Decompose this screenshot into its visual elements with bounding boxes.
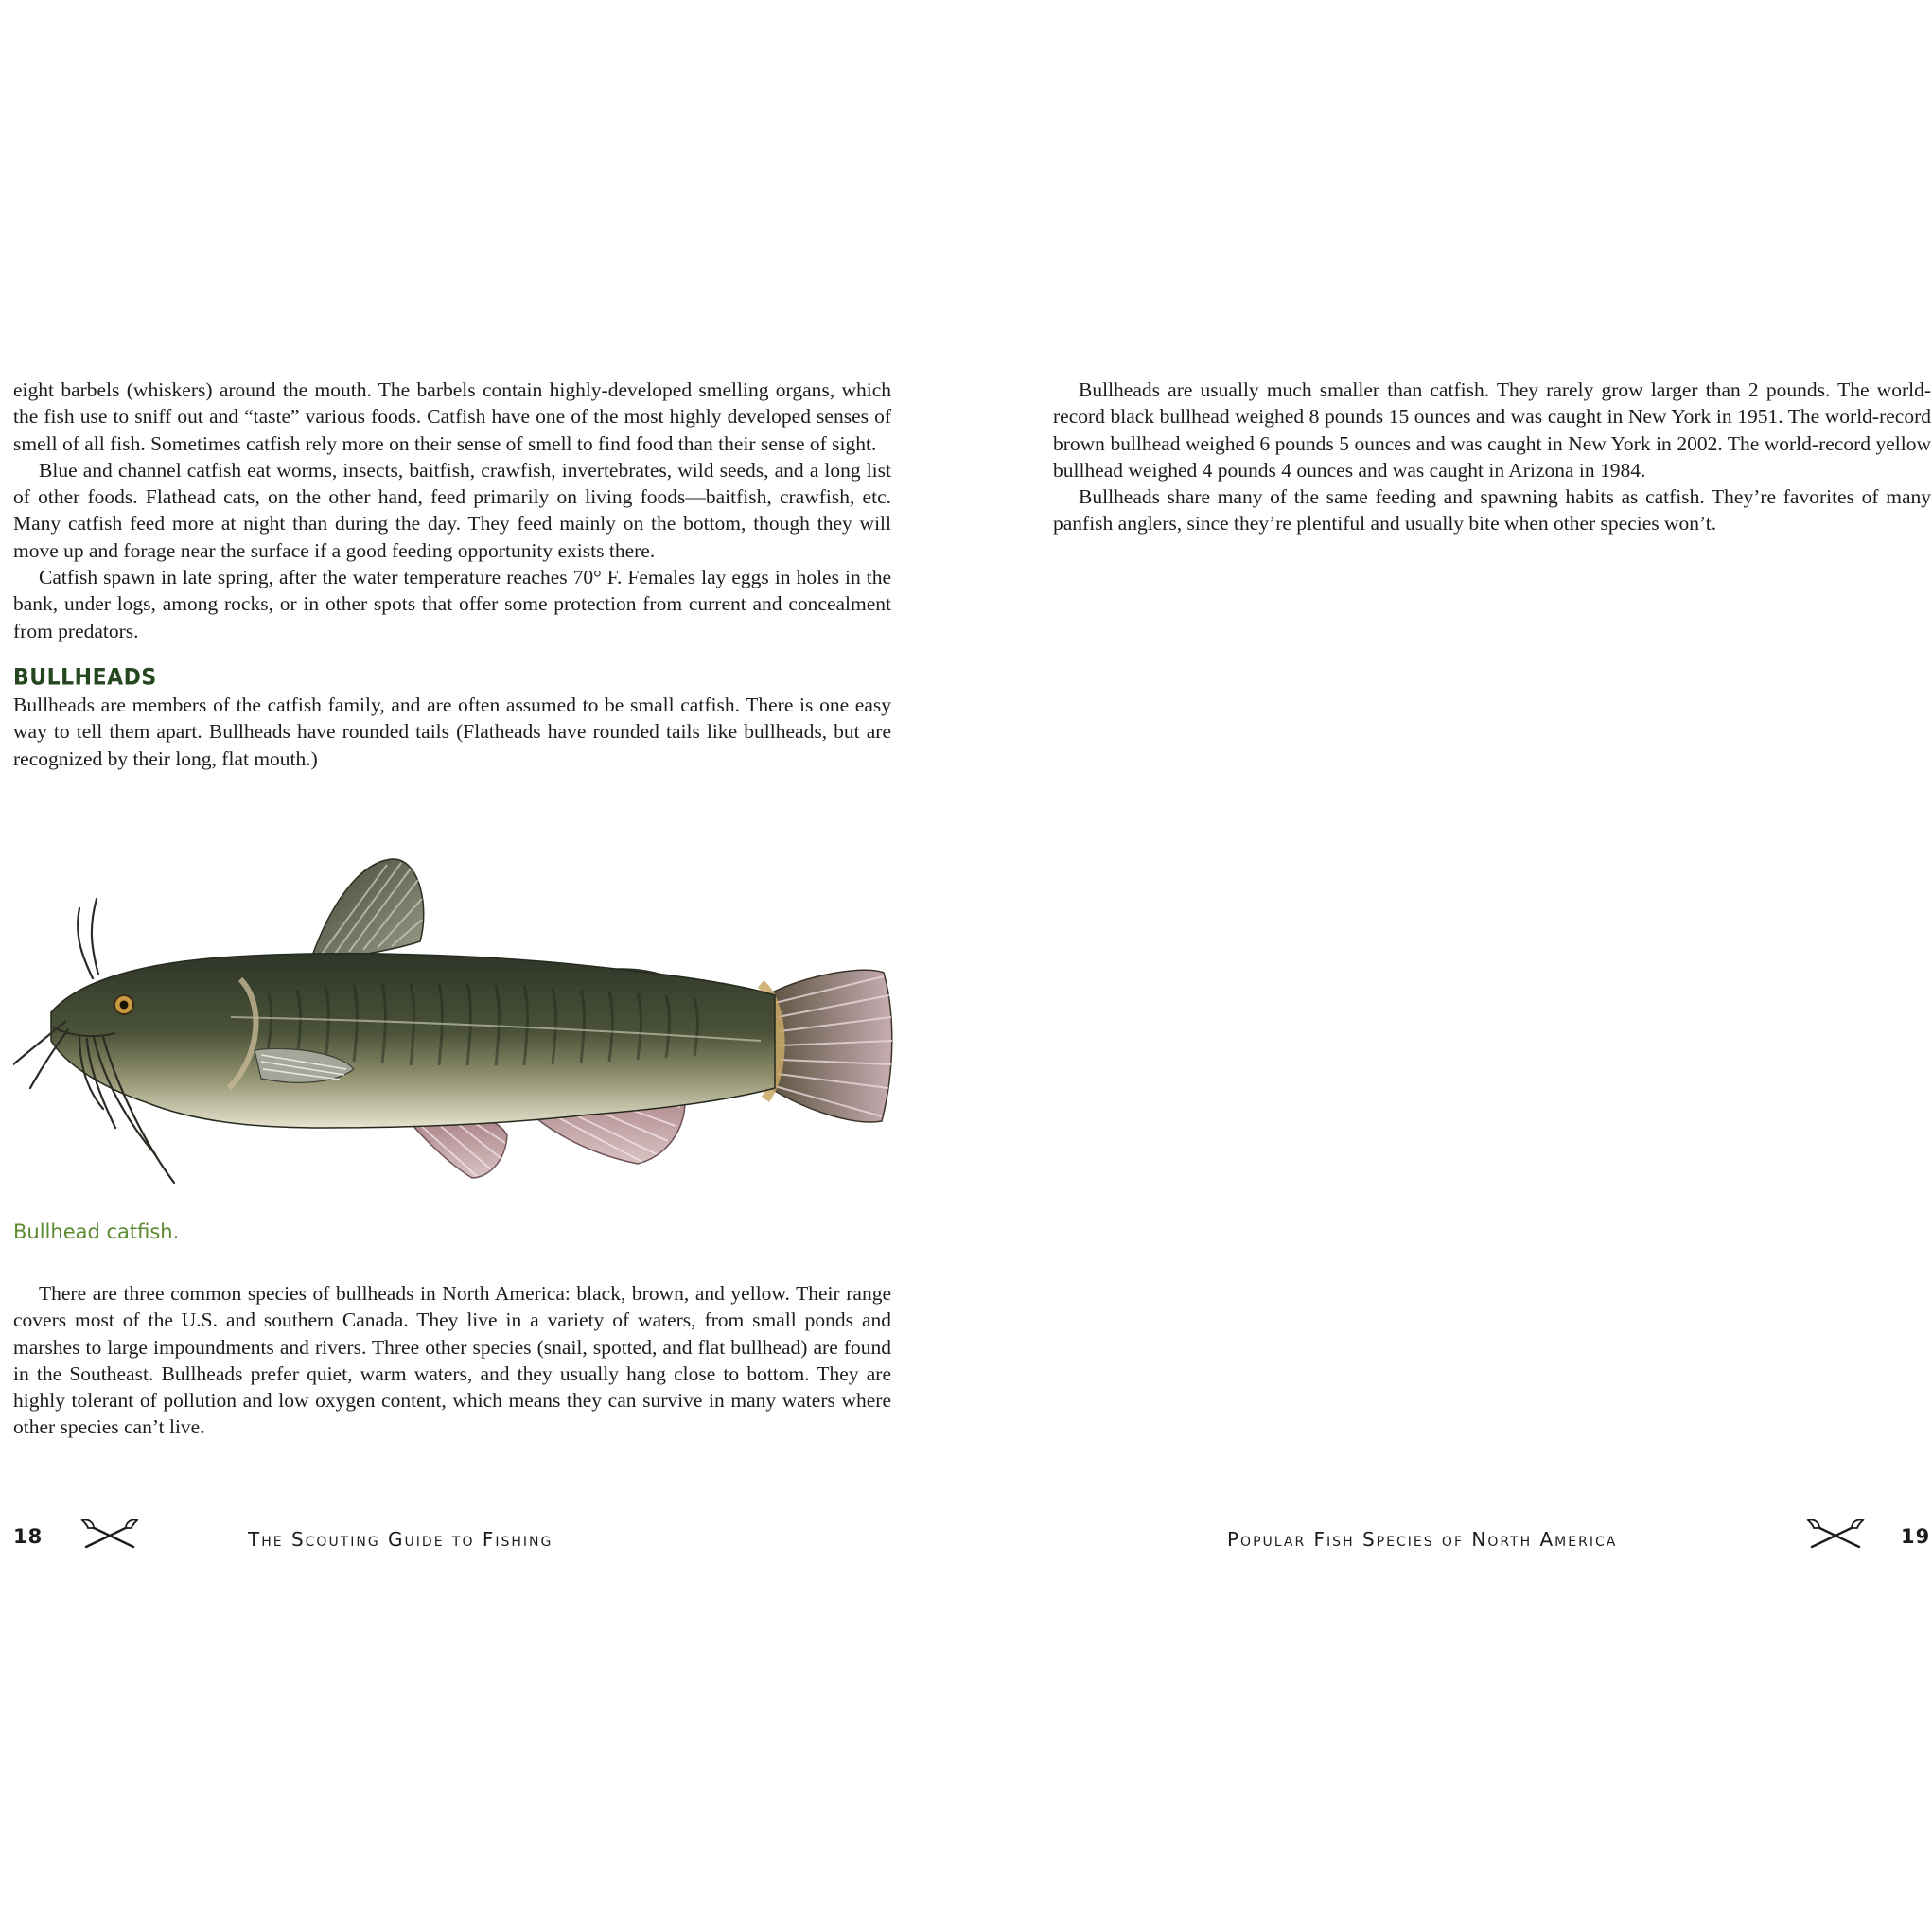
paragraph-diet: Blue and channel catfish eat worms, insects, baitfish, crawfish, invertebrates, wild seeds, and a long list of other foods. Flathead cats, on the other hand, feed primarily on living foods—baitfish, crawfish, etc. Many catfish feed more at night than during the day. They feed mainly on the bottom, though they will move up and forage near the surface if a good feeding opportunity exists there. — [13, 458, 891, 562]
crossed-axes-icon — [1806, 1519, 1865, 1553]
running-title-left: The Scouting Guide to Fishing — [248, 1528, 553, 1551]
tail-fin — [761, 970, 892, 1122]
page-number-left: 18 — [13, 1525, 44, 1548]
right-page — [966, 0, 1932, 1932]
paragraph-bullheads-intro: Bullheads are members of the catfish family, and are often assumed to be small catfish. There is one easy way to tell them apart. Bullheads have rounded tails (Flatheads have rounded tails like bullheads, but are recognized by their long, flat mouth.) — [13, 693, 891, 770]
section-heading-bullheads: BULLHEADS — [13, 665, 157, 692]
crossed-axes-icon — [80, 1519, 139, 1553]
paragraph-habits: Bullheads share many of the same feeding and spawning habits as catfish. They’re favorites of many panfish anglers, since they’re plentiful and usually bite when other species won’t. — [1053, 485, 1931, 536]
paragraph-spawning: Catfish spawn in late spring, after the water temperature reaches 70° F. Females lay eggs in holes in the bank, under logs, among rocks, or in other spots that offer some protection from current and concealment from predators. — [13, 566, 891, 642]
bullhead-catfish-illustration — [13, 852, 893, 1206]
running-title-right: Popular Fish Species of North America — [1227, 1528, 1618, 1551]
figure-caption: Bullhead catfish. — [13, 1221, 180, 1243]
paragraph-barbels: eight barbels (whiskers) around the mouth. The barbels contain highly-developed smelling organs, which the fish use to sniff out and “taste” various foods. Catfish have one of the most highly developed senses of smell of all fish. Sometimes catfish rely more on their sense of smell to find food than their sense of sight. — [13, 378, 891, 455]
paragraph-bullhead-species: There are three common species of bullheads in North America: black, brown, and yellow. Their range covers most of the U.S. and southern Canada. They live in a variety of waters, from small ponds and marshes to large impoundments and rivers. Three other species (snail, spotted, and flat bullhead) are found in the Southeast. Bullheads prefer quiet, warm waters, and they usually hang close to bottom. They are highly tolerant of pollution and low oxygen content, which means they can survive in many waters where other species can’t live. — [13, 1282, 891, 1439]
paragraph-world-records: Bullheads are usually much smaller than catfish. They rarely grow larger than 2 pounds. The world-record black bullhead weighed 8 pounds 15 ounces and was caught in New York in 1951. The world-record brown bullhead weighed 6 pounds 5 ounces and was caught in New York in 2002. The world-record yellow bullhead weighed 4 pounds 4 ounces and was caught in Arizona in 1984. — [1053, 378, 1931, 482]
page-number-right: 19 — [1901, 1525, 1931, 1548]
left-text-column-bottom — [13, 1280, 891, 1441]
right-text-column — [1053, 377, 1931, 537]
bullhead-catfish-figure — [13, 852, 893, 1206]
left-text-column-top — [13, 377, 891, 772]
dorsal-fin — [311, 859, 424, 961]
